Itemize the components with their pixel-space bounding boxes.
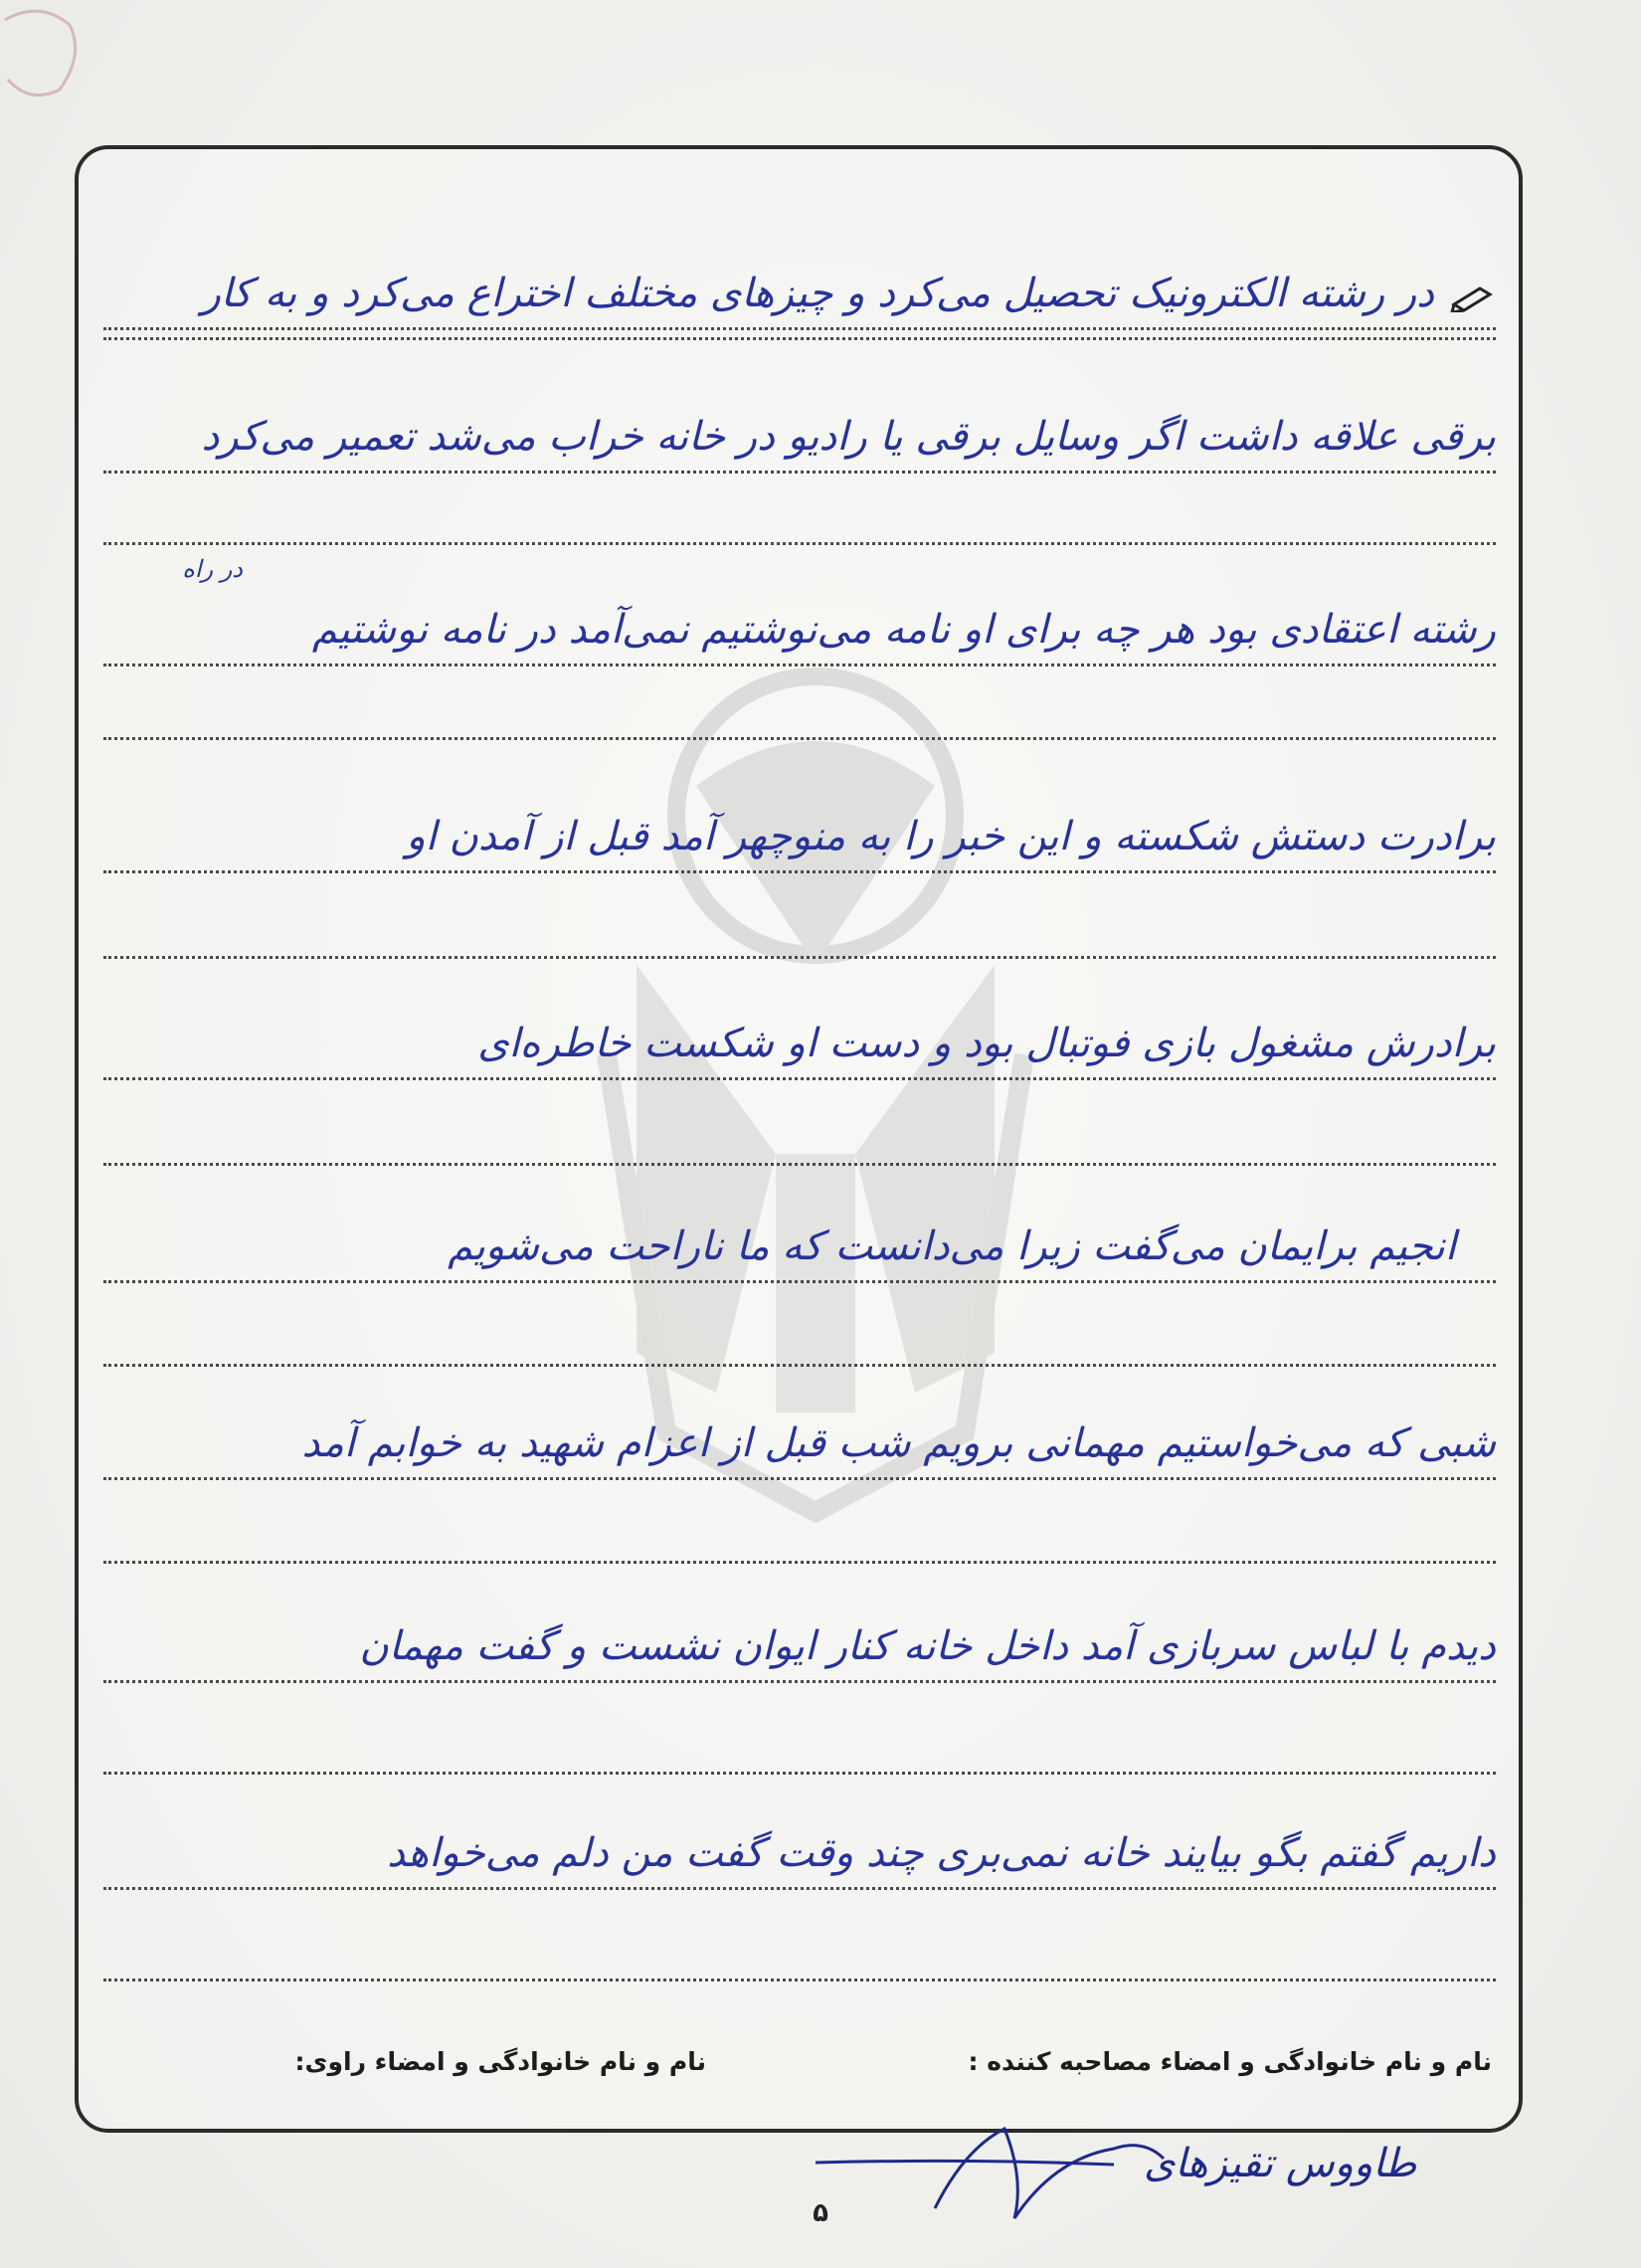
handwritten-text: برادرت دستش شکسته و این خبر را به منوچهر آمد قبل از آمدن او (406, 814, 1496, 859)
handwritten-text: شبی که می‌خواستیم مهمانی برویم شب قبل از اعزام شهید به خوابم آمد (301, 1420, 1496, 1466)
handwritten-text: داریم گفتم بگو بیایند خانه نمی‌بری چند وقت گفت من دلم می‌خواهد (387, 1830, 1496, 1876)
dotted-rule-row (103, 1255, 1496, 1367)
dotted-rule (103, 1163, 1496, 1166)
dotted-rule-row (103, 434, 1496, 545)
dotted-rule-row (103, 629, 1496, 740)
signature-name: طاووس تقیزهای (1144, 2141, 1417, 2186)
handwritten-text: دیدم با لباس سربازی آمد داخل خانه کنار ایوان نشست و گفت مهمان (359, 1623, 1496, 1669)
handwritten-text: انجیم برایمان می‌گفت زیرا می‌دانست که ما ناراحت می‌شویم (448, 1224, 1456, 1269)
dotted-rule (103, 1772, 1496, 1775)
dotted-rule (103, 956, 1496, 959)
stamp-mark-icon (0, 0, 90, 109)
dotted-rule (103, 337, 1496, 340)
handwritten-text: در رشته الکترونیک تحصیل می‌کرد و چیزهای مختلف اختراع می‌کرد و به کار (201, 271, 1434, 316)
dotted-rule (103, 737, 1496, 740)
dotted-rule-row (103, 1870, 1496, 1982)
dotted-rule-row (103, 1452, 1496, 1564)
dotted-rule-row (103, 229, 1496, 340)
dotted-rule (103, 1561, 1496, 1564)
interviewer-signature-label: نام و نام خانوادگی و امضاء مصاحبه کننده : (968, 2047, 1492, 2076)
handwritten-text: رشته اعتقادی بود هر چه برای او نامه می‌نوشتیم نمی‌آمد در نامه نوشتیم (311, 607, 1496, 653)
dotted-rule (103, 1364, 1496, 1367)
narrator-signature-label: نام و نام خانوادگی و امضاء راوی: (294, 2047, 706, 2076)
handwritten-text: برقی علاقه داشت اگر وسایل برقی یا رادیو در خانه خراب می‌شد تعمیر می‌کرد (201, 414, 1496, 460)
dotted-rule-row (103, 848, 1496, 959)
page-number: ۵ (813, 2198, 828, 2228)
handwritten-text: برادرش مشغول بازی فوتبال بود و دست او شکست خاطره‌ای (477, 1021, 1496, 1066)
dotted-rule (103, 542, 1496, 545)
dotted-rule (103, 1979, 1496, 1982)
dotted-rule-row (103, 1054, 1496, 1166)
interlinear-note: در راه (182, 555, 243, 583)
dotted-rule-row (103, 1663, 1496, 1775)
